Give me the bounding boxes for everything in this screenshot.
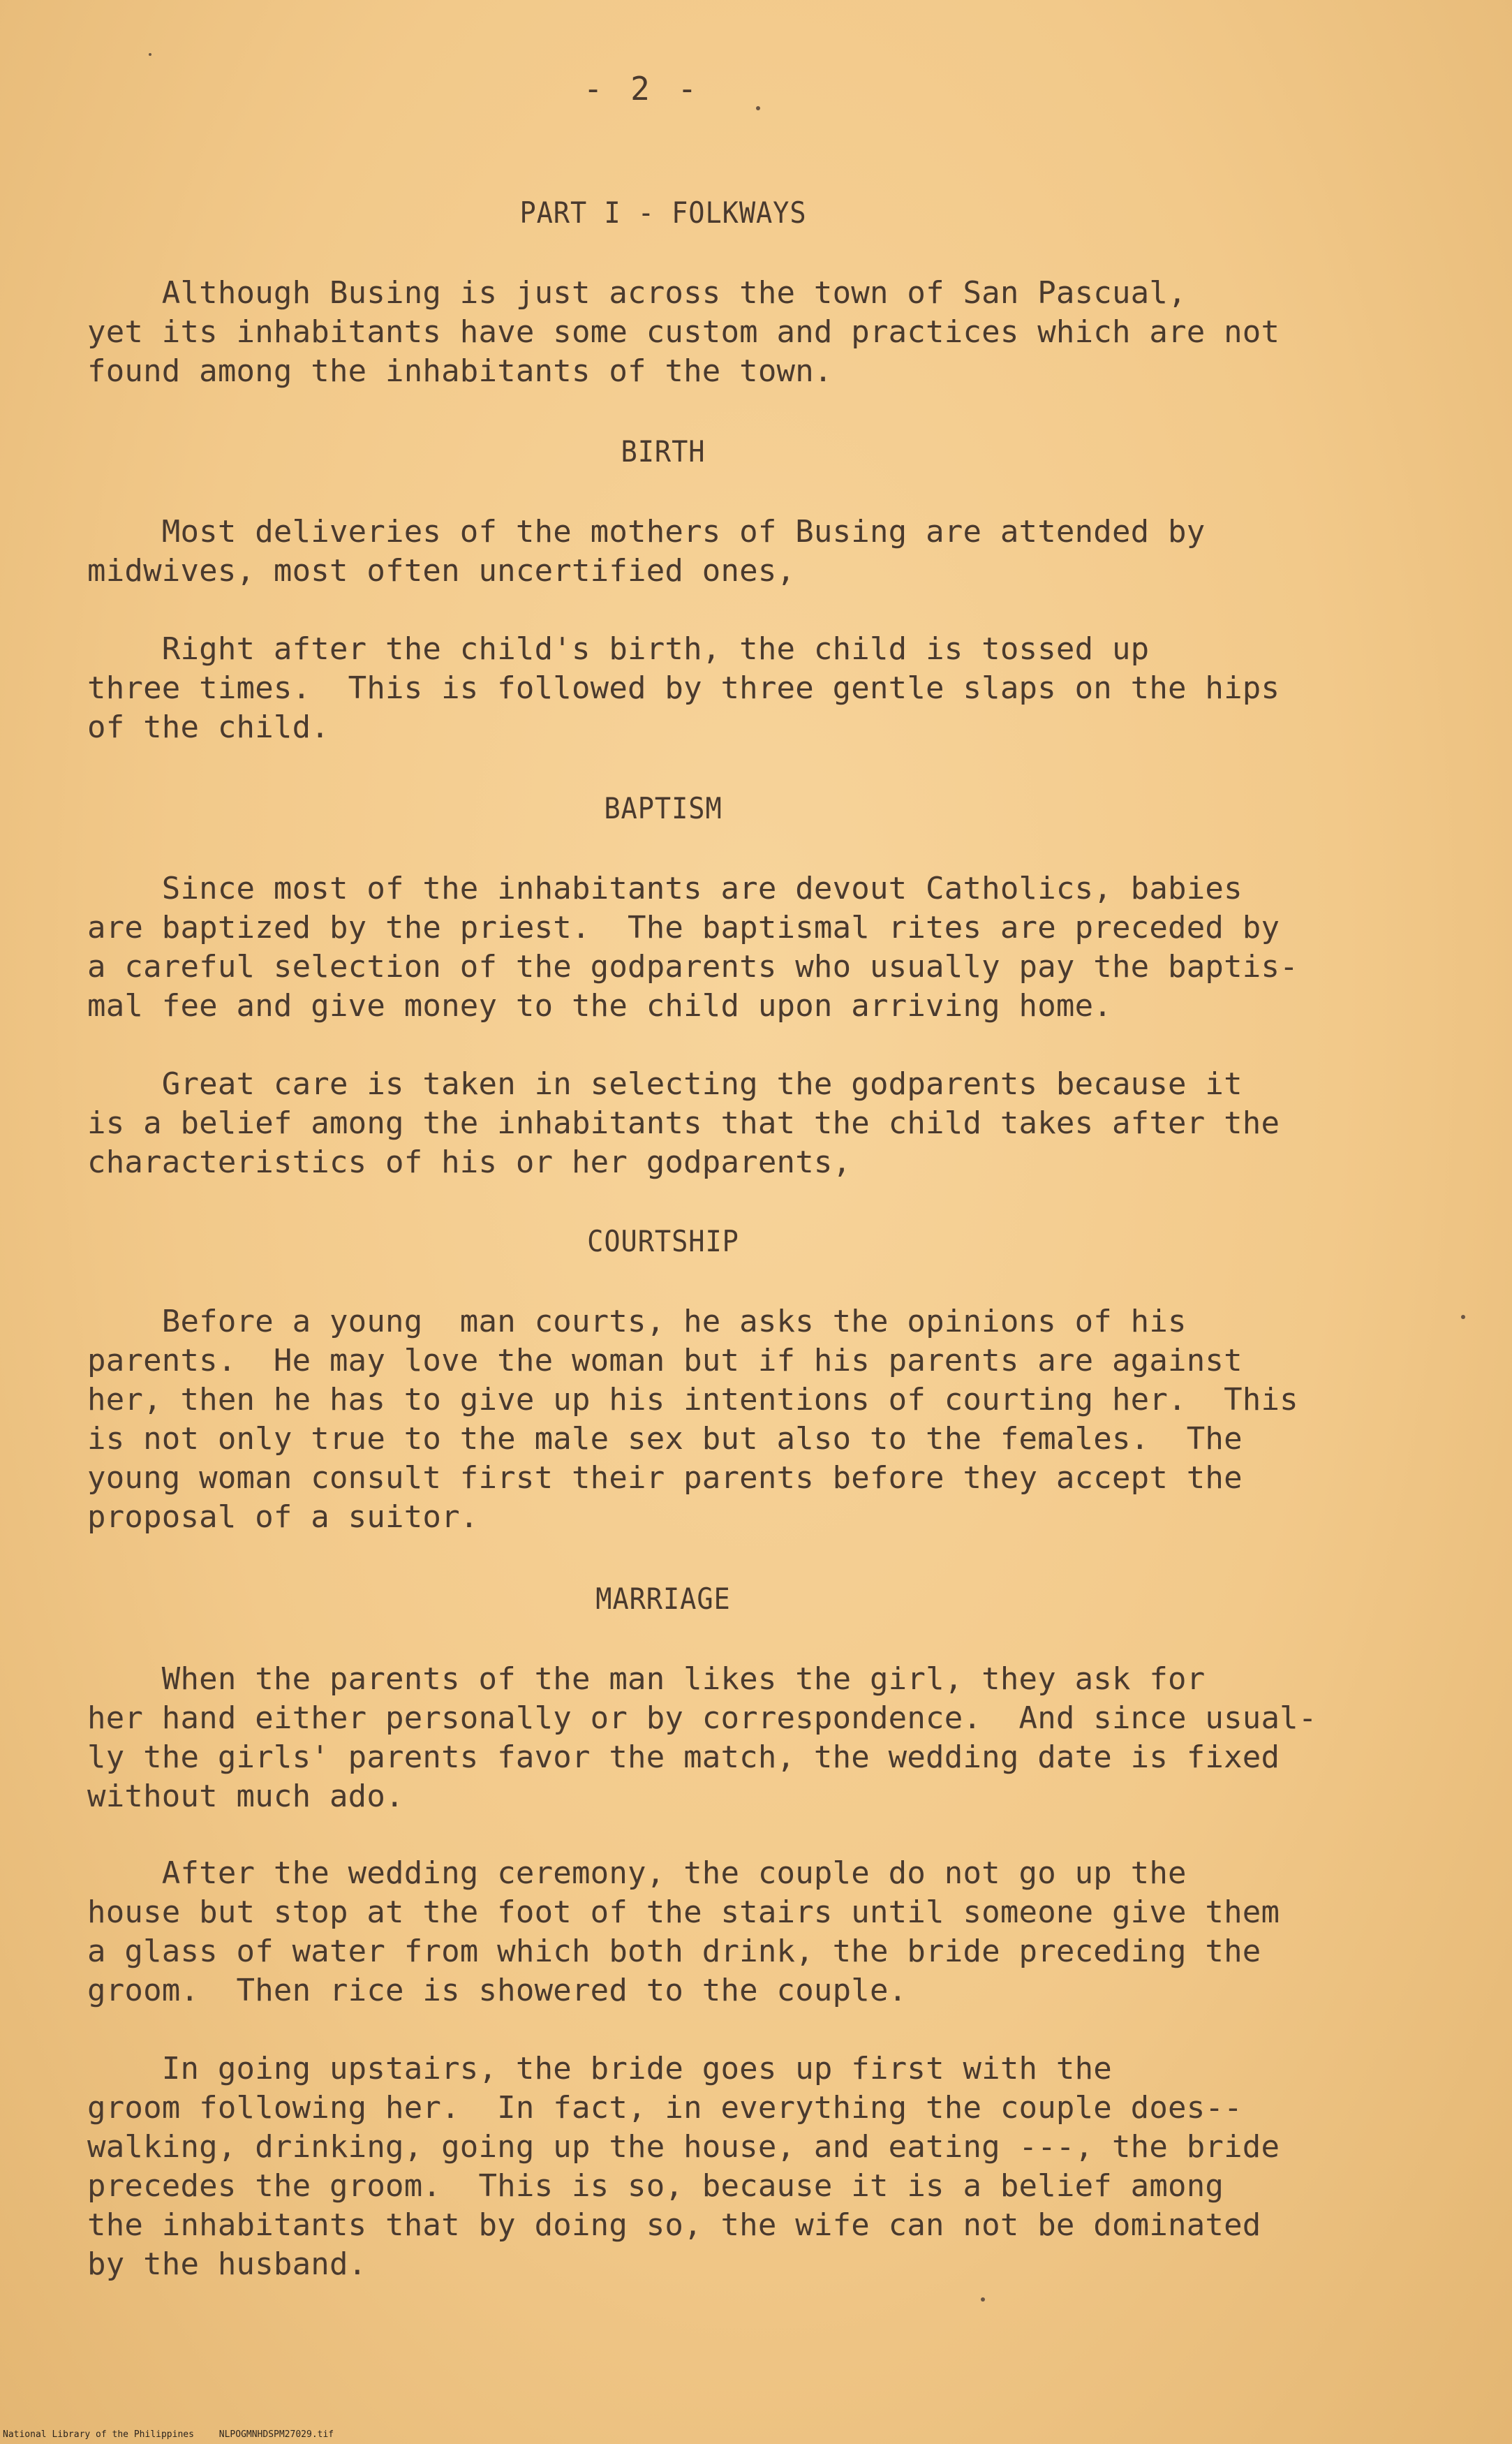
intro-paragraph: Although Busing is just across the town of San Pascual, yet its inhabitants have some custom and practices which are not found among the inhabitants of the town. bbox=[87, 275, 1280, 389]
marriage-paragraph-3: In going upstairs, the bride goes up first with the groom following her. In fact, in everything the couple does-- walking, drinking, going up the house, and eating ---, the bride precedes the groom. This is so, because it is a belief among the inhabitants that by doing so, the wife can not be dominated by the husband. bbox=[87, 2051, 1280, 2282]
ink-speck bbox=[1461, 1315, 1465, 1319]
marriage-paragraph-2: After the wedding ceremony, the couple do not go up the house but stop at the foot of the stairs until someone give them a glass of water from which both drink, the bride preceding the groom. Then rice is showered to the couple. bbox=[87, 1855, 1280, 2008]
baptism-paragraph-1: Since most of the inhabitants are devout Catholics, babies are baptized by the priest. The baptismal rites are preceded by a careful selection of the godparents who usually pay the baptis- mal fee and give money to the child upon arriving home. bbox=[87, 871, 1298, 1024]
courtship-paragraph: Before a young man courts, he asks the opinions of his parents. He may love the woman but if his parents are against her, then he has to give up his intentions of courting her. This is not only true to the male sex but also to the females. The young woman consult first their parents before they accept the proposal of a suitor. bbox=[87, 1304, 1298, 1535]
ink-speck bbox=[981, 2297, 985, 2302]
courtship-heading: COURTSHIP bbox=[587, 1224, 739, 1258]
part-heading: PART I - FOLKWAYS bbox=[519, 196, 807, 230]
birth-paragraph-2: Right after the child's birth, the child is tossed up three times. This is followed by three gentle slaps on the hips of the child. bbox=[87, 631, 1280, 745]
footer-file-id: NLPOGMNHDSPM27029.tif bbox=[218, 2429, 334, 2440]
birth-heading: BIRTH bbox=[621, 434, 706, 469]
ink-speck bbox=[149, 53, 151, 56]
marriage-paragraph-1: When the parents of the man likes the girl, they ask for her hand either personally or by correspondence. And since usual- ly the girls' parents favor the match, the wedding date is fixed without much ado. bbox=[87, 1661, 1317, 1814]
marriage-heading: MARRIAGE bbox=[595, 1582, 731, 1616]
scan-footer bbox=[3, 2429, 334, 2440]
page-number: - 2 - bbox=[583, 70, 702, 108]
birth-paragraph-1: Most deliveries of the mothers of Busing are attended by midwives, most often uncertified ones, bbox=[87, 514, 1206, 589]
baptism-paragraph-2: Great care is taken in selecting the godparents because it is a belief among the inhabitants that the child takes after the characteristics of his or her godparents, bbox=[87, 1066, 1280, 1180]
baptism-heading: BAPTISM bbox=[604, 791, 722, 825]
ink-speck bbox=[756, 106, 760, 110]
footer-library-name: National Library of the Philippines bbox=[3, 2429, 194, 2440]
